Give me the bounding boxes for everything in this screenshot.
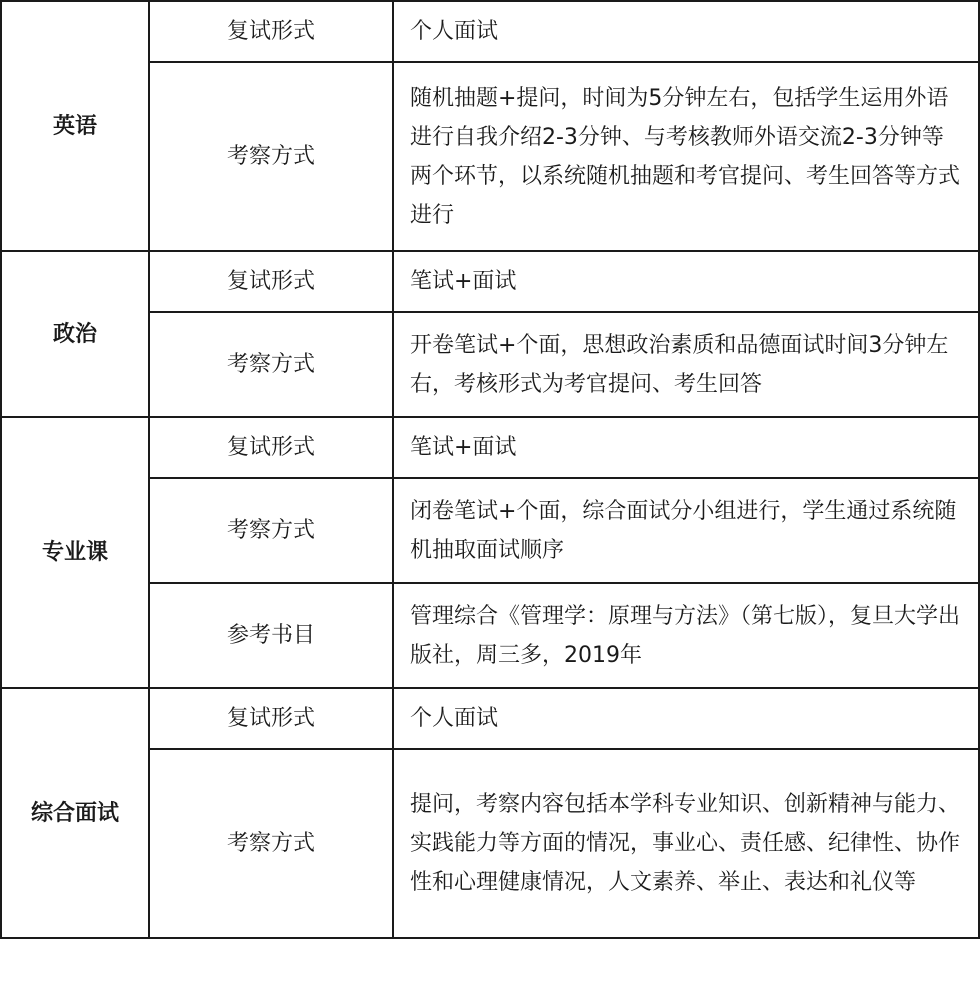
aspect-detail: 笔试+面试 (393, 251, 979, 312)
subject-comprehensive-interview: 综合面试 (1, 688, 149, 938)
aspect-label: 复试形式 (149, 251, 393, 312)
subject-english: 英语 (1, 1, 149, 251)
table-row (1, 688, 979, 749)
table-row (1, 251, 979, 312)
subject-politics: 政治 (1, 251, 149, 417)
aspect-detail: 闭卷笔试+个面，综合面试分小组进行，学生通过系统随机抽取面试顺序 (393, 478, 979, 583)
aspect-label: 复试形式 (149, 688, 393, 749)
aspect-label: 复试形式 (149, 1, 393, 62)
table-row (1, 1, 979, 62)
aspect-detail: 提问，考察内容包括本学科专业知识、创新精神与能力、实践能力等方面的情况，事业心、责任感、纪律性、协作性和心理健康情况，人文素养、举止、表达和礼仪等 (393, 749, 979, 938)
aspect-detail: 笔试+面试 (393, 417, 979, 478)
aspect-detail: 随机抽题+提问，时间为5分钟左右，包括学生运用外语进行自我介绍2-3分钟、与考核教师外语交流2-3分钟等两个环节，以系统随机抽题和考官提问、考生回答等方式进行 (393, 62, 979, 251)
table-row (1, 417, 979, 478)
aspect-detail: 个人面试 (393, 1, 979, 62)
subject-major-course: 专业课 (1, 417, 149, 688)
aspect-label: 考察方式 (149, 478, 393, 583)
aspect-label: 考察方式 (149, 62, 393, 251)
aspect-detail: 个人面试 (393, 688, 979, 749)
aspect-label: 参考书目 (149, 583, 393, 688)
aspect-label: 考察方式 (149, 312, 393, 417)
aspect-label: 复试形式 (149, 417, 393, 478)
aspect-detail: 管理综合《管理学：原理与方法》（第七版），复旦大学出版社，周三多，2019年 (393, 583, 979, 688)
aspect-detail: 开卷笔试+个面，思想政治素质和品德面试时间3分钟左右，考核形式为考官提问、考生回答 (393, 312, 979, 417)
aspect-label: 考察方式 (149, 749, 393, 938)
